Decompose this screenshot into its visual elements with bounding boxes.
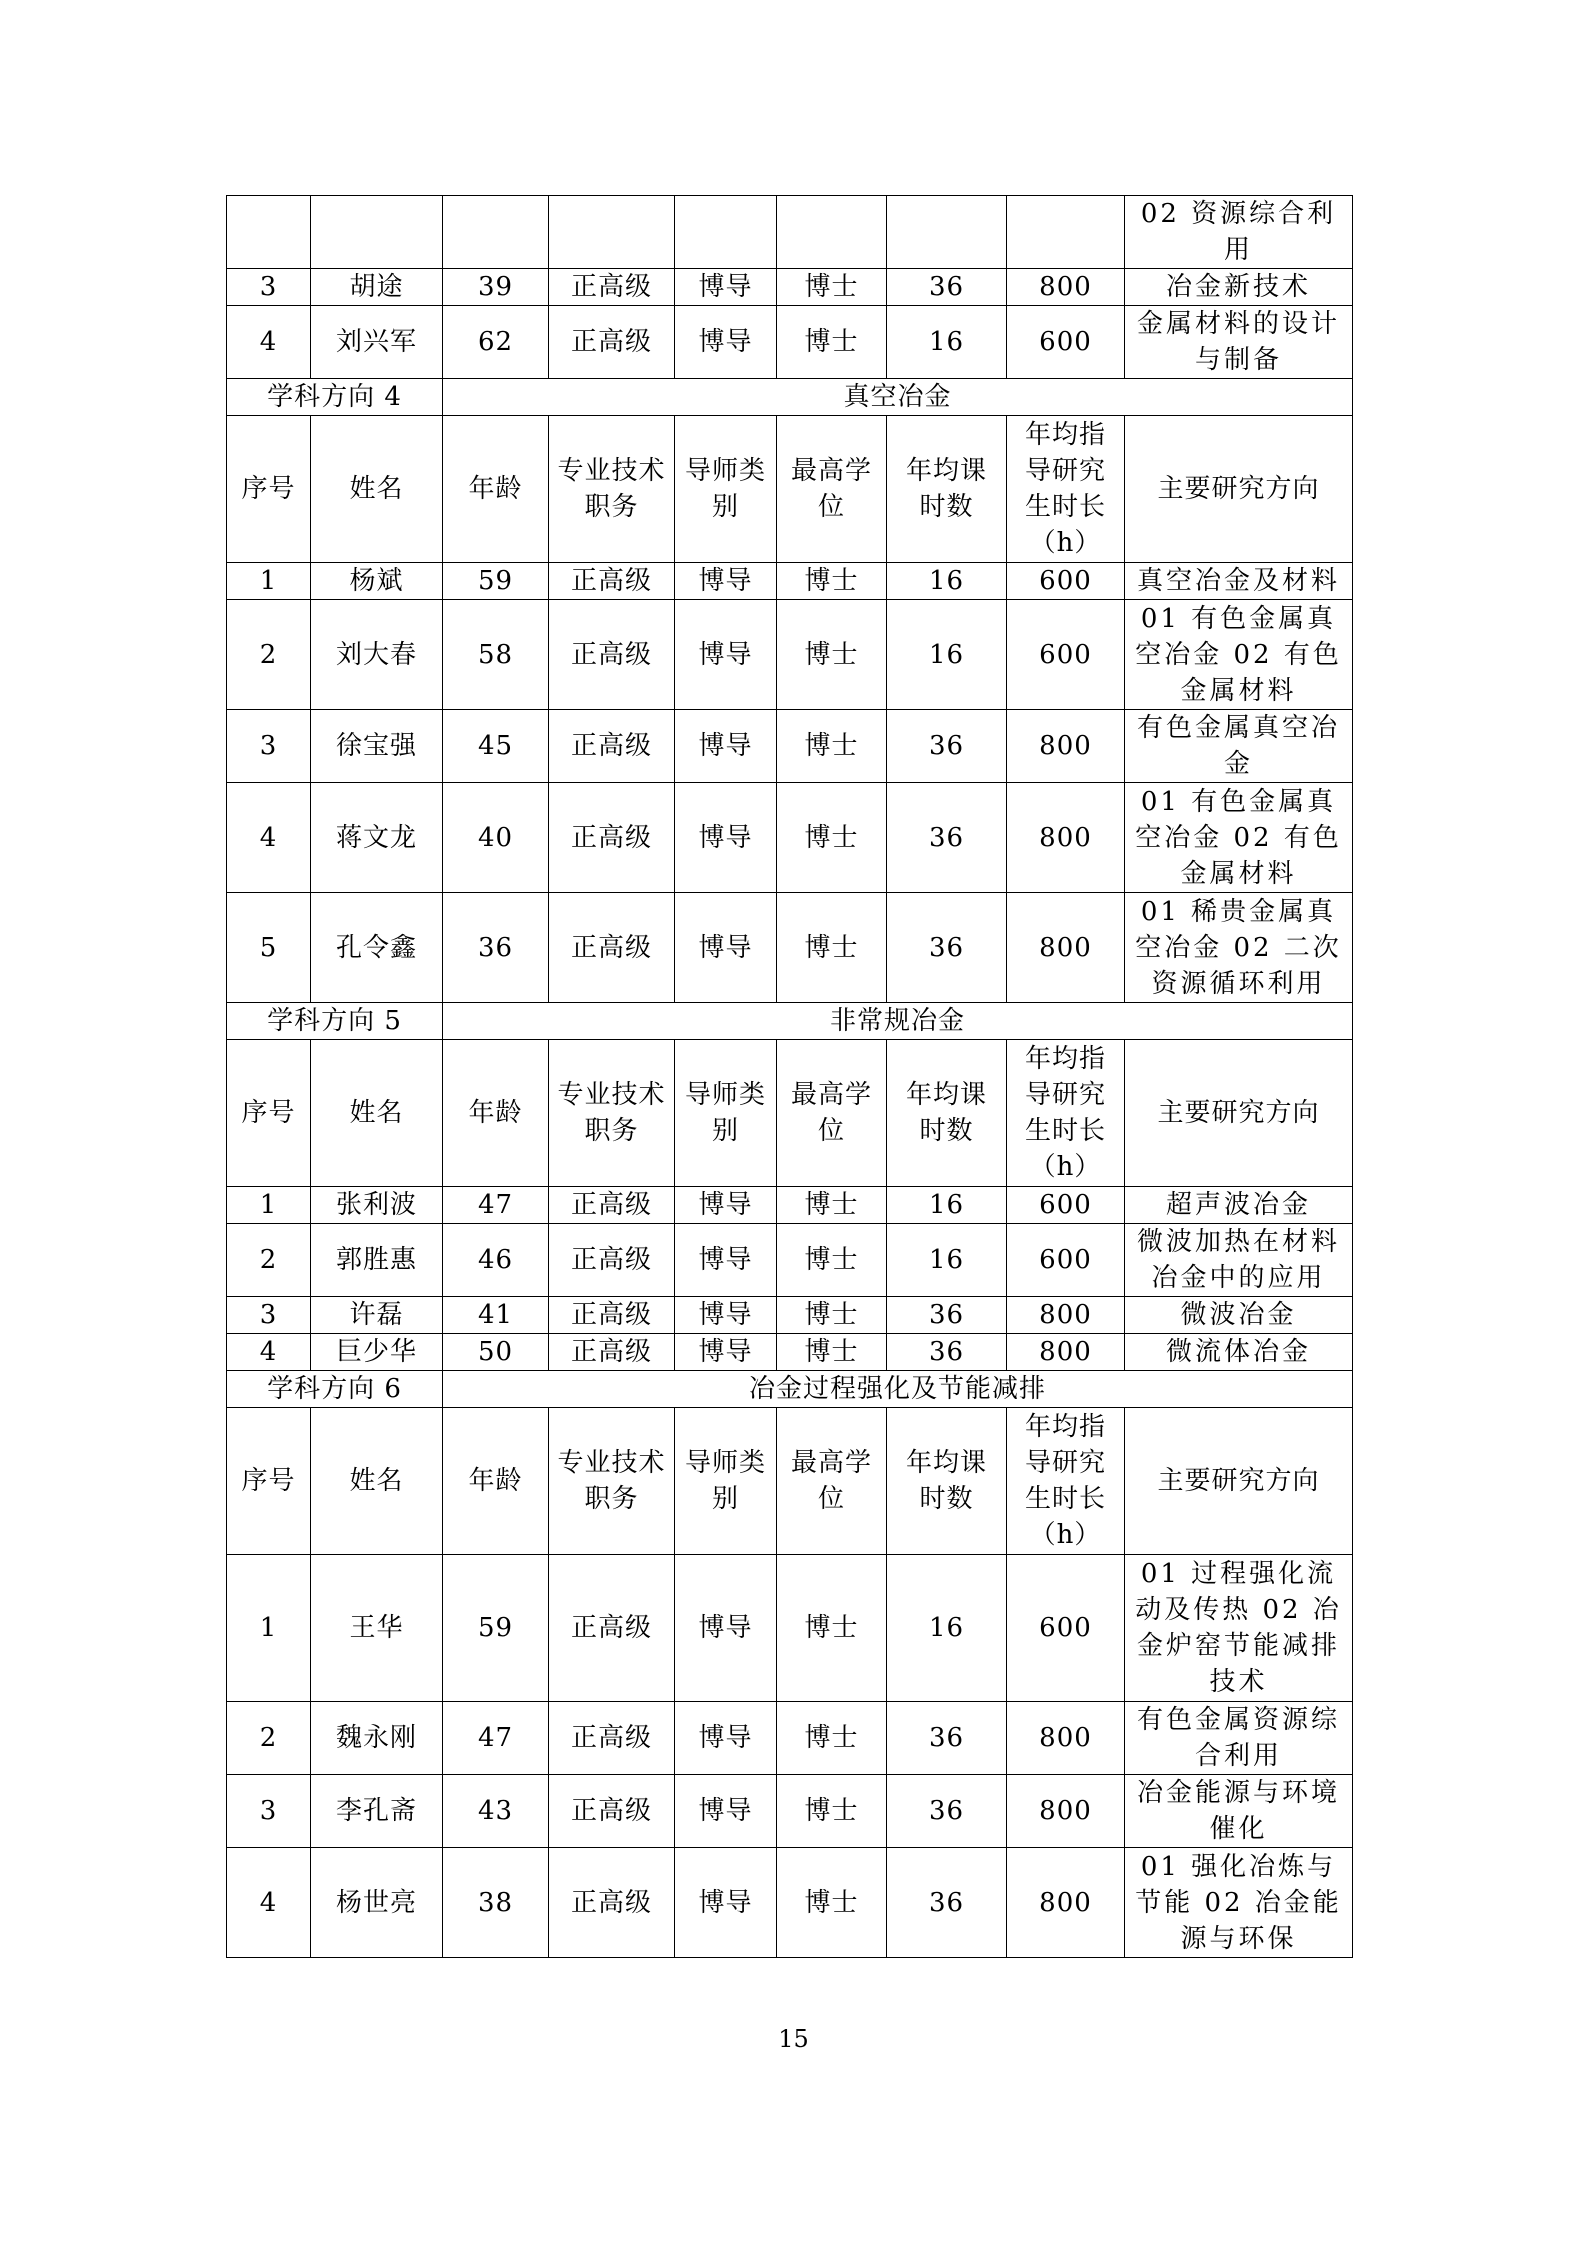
cell-no: 2 xyxy=(227,600,311,710)
cell-guide: 800 xyxy=(1007,1848,1125,1958)
header-guide: 年均指导研究生时长（h） xyxy=(1007,1040,1125,1187)
cell-age: 58 xyxy=(443,600,549,710)
header-degree: 最高学位 xyxy=(777,1040,887,1187)
cell-age: 36 xyxy=(443,893,549,1003)
cell-title: 正高级 xyxy=(549,1187,675,1224)
header-guide: 年均指导研究生时长（h） xyxy=(1007,416,1125,563)
header-guide: 年均指导研究生时长（h） xyxy=(1007,1408,1125,1555)
cell-name: 刘兴军 xyxy=(311,306,443,379)
header-direction: 主要研究方向 xyxy=(1125,416,1353,563)
cell-direction: 01 有色金属真空冶金 02 有色金属材料 xyxy=(1125,783,1353,893)
header-no: 序号 xyxy=(227,1040,311,1187)
cell-name: 蒋文龙 xyxy=(311,783,443,893)
cell-no: 4 xyxy=(227,783,311,893)
header-title: 专业技术职务 xyxy=(549,1408,675,1555)
cell-no: 3 xyxy=(227,1775,311,1848)
cell-title: 正高级 xyxy=(549,1297,675,1334)
cell-hours: 16 xyxy=(887,306,1007,379)
cell-guide: 800 xyxy=(1007,893,1125,1003)
cell-title: 正高级 xyxy=(549,1848,675,1958)
table-row xyxy=(227,196,1353,269)
cell-guide: 600 xyxy=(1007,1555,1125,1702)
page-number: 15 xyxy=(778,2025,809,2053)
header-hours: 年均课时数 xyxy=(887,1408,1007,1555)
cell-title: 正高级 xyxy=(549,306,675,379)
cell-title: 正高级 xyxy=(549,600,675,710)
cell-guide: 600 xyxy=(1007,600,1125,710)
section-header-row xyxy=(227,1003,1353,1040)
cell-name: 王华 xyxy=(311,1555,443,1702)
cell-direction: 01 过程强化流动及传热 02 冶金炉窑节能减排技术 xyxy=(1125,1555,1353,1702)
section-label: 学科方向 5 xyxy=(227,1003,443,1040)
header-title: 专业技术职务 xyxy=(549,1040,675,1187)
header-type: 导师类别 xyxy=(675,1040,777,1187)
cell-name: 杨斌 xyxy=(311,563,443,600)
cell-name: 郭胜惠 xyxy=(311,1224,443,1297)
cell-age: 38 xyxy=(443,1848,549,1958)
cell-type: 博导 xyxy=(675,1297,777,1334)
table-row xyxy=(227,783,1353,893)
cell-hours: 36 xyxy=(887,783,1007,893)
cell-degree: 博士 xyxy=(777,783,887,893)
cell-degree xyxy=(777,196,887,269)
cell-degree: 博士 xyxy=(777,306,887,379)
cell-age: 50 xyxy=(443,1334,549,1371)
header-name: 姓名 xyxy=(311,416,443,563)
cell-title: 正高级 xyxy=(549,1775,675,1848)
cell-direction: 冶金新技术 xyxy=(1125,269,1353,306)
cell-title: 正高级 xyxy=(549,783,675,893)
cell-degree: 博士 xyxy=(777,893,887,1003)
header-hours: 年均课时数 xyxy=(887,416,1007,563)
table-row xyxy=(227,1848,1353,1958)
cell-hours: 36 xyxy=(887,1702,1007,1775)
header-age: 年龄 xyxy=(443,1408,549,1555)
cell-direction: 微波冶金 xyxy=(1125,1297,1353,1334)
cell-name: 魏永刚 xyxy=(311,1702,443,1775)
cell-degree: 博士 xyxy=(777,1297,887,1334)
cell-direction: 有色金属资源综合利用 xyxy=(1125,1702,1353,1775)
header-age: 年龄 xyxy=(443,1040,549,1187)
cell-direction: 超声波冶金 xyxy=(1125,1187,1353,1224)
cell-no: 2 xyxy=(227,1702,311,1775)
header-age: 年龄 xyxy=(443,416,549,563)
cell-title xyxy=(549,196,675,269)
table-row xyxy=(227,893,1353,1003)
header-no: 序号 xyxy=(227,1408,311,1555)
cell-hours: 36 xyxy=(887,1775,1007,1848)
cell-direction: 金属材料的设计与制备 xyxy=(1125,306,1353,379)
cell-degree: 博士 xyxy=(777,563,887,600)
cell-degree: 博士 xyxy=(777,1775,887,1848)
table-row xyxy=(227,306,1353,379)
cell-name: 巨少华 xyxy=(311,1334,443,1371)
header-degree: 最高学位 xyxy=(777,416,887,563)
header-hours: 年均课时数 xyxy=(887,1040,1007,1187)
section-name: 冶金过程强化及节能减排 xyxy=(443,1371,1353,1408)
cell-guide xyxy=(1007,196,1125,269)
cell-no: 2 xyxy=(227,1224,311,1297)
cell-title: 正高级 xyxy=(549,269,675,306)
section-header-row xyxy=(227,379,1353,416)
cell-type: 博导 xyxy=(675,893,777,1003)
cell-no: 4 xyxy=(227,306,311,379)
cell-title: 正高级 xyxy=(549,1702,675,1775)
cell-guide: 800 xyxy=(1007,1702,1125,1775)
header-direction: 主要研究方向 xyxy=(1125,1040,1353,1187)
cell-age: 46 xyxy=(443,1224,549,1297)
cell-title: 正高级 xyxy=(549,1555,675,1702)
cell-hours: 36 xyxy=(887,710,1007,783)
cell-no: 1 xyxy=(227,1555,311,1702)
table-row xyxy=(227,1224,1353,1297)
header-type: 导师类别 xyxy=(675,416,777,563)
cell-direction: 微流体冶金 xyxy=(1125,1334,1353,1371)
section-label: 学科方向 6 xyxy=(227,1371,443,1408)
cell-hours: 16 xyxy=(887,1224,1007,1297)
table-row xyxy=(227,1775,1353,1848)
cell-direction: 冶金能源与环境催化 xyxy=(1125,1775,1353,1848)
cell-type: 博导 xyxy=(675,1555,777,1702)
cell-title: 正高级 xyxy=(549,1224,675,1297)
cell-age: 45 xyxy=(443,710,549,783)
column-header-row xyxy=(227,1408,1353,1555)
cell-hours: 16 xyxy=(887,563,1007,600)
cell-direction: 真空冶金及材料 xyxy=(1125,563,1353,600)
column-header-row xyxy=(227,416,1353,563)
cell-direction: 01 有色金属真空冶金 02 有色金属材料 xyxy=(1125,600,1353,710)
section-name: 非常规冶金 xyxy=(443,1003,1353,1040)
cell-type: 博导 xyxy=(675,563,777,600)
cell-hours: 16 xyxy=(887,600,1007,710)
cell-age: 47 xyxy=(443,1187,549,1224)
cell-direction: 02 资源综合利用 xyxy=(1125,196,1353,269)
header-title: 专业技术职务 xyxy=(549,416,675,563)
cell-age: 47 xyxy=(443,1702,549,1775)
cell-age: 39 xyxy=(443,269,549,306)
cell-name: 胡途 xyxy=(311,269,443,306)
table-row xyxy=(227,1555,1353,1702)
cell-age: 40 xyxy=(443,783,549,893)
cell-no: 3 xyxy=(227,269,311,306)
cell-degree: 博士 xyxy=(777,1224,887,1297)
header-no: 序号 xyxy=(227,416,311,563)
cell-age xyxy=(443,196,549,269)
cell-type: 博导 xyxy=(675,269,777,306)
cell-age: 43 xyxy=(443,1775,549,1848)
section-name: 真空冶金 xyxy=(443,379,1353,416)
cell-name: 刘大春 xyxy=(311,600,443,710)
cell-type: 博导 xyxy=(675,1702,777,1775)
cell-direction: 01 强化冶炼与节能 02 冶金能源与环保 xyxy=(1125,1848,1353,1958)
cell-type: 博导 xyxy=(675,600,777,710)
cell-hours: 16 xyxy=(887,1187,1007,1224)
table-row xyxy=(227,1297,1353,1334)
cell-type: 博导 xyxy=(675,1224,777,1297)
cell-no: 1 xyxy=(227,563,311,600)
cell-age: 62 xyxy=(443,306,549,379)
cell-guide: 600 xyxy=(1007,306,1125,379)
cell-no: 3 xyxy=(227,710,311,783)
cell-age: 59 xyxy=(443,1555,549,1702)
cell-guide: 600 xyxy=(1007,1224,1125,1297)
cell-guide: 800 xyxy=(1007,269,1125,306)
table-row xyxy=(227,563,1353,600)
cell-degree: 博士 xyxy=(777,710,887,783)
cell-name: 许磊 xyxy=(311,1297,443,1334)
section-label: 学科方向 4 xyxy=(227,379,443,416)
cell-degree: 博士 xyxy=(777,1555,887,1702)
cell-degree: 博士 xyxy=(777,1187,887,1224)
cell-guide: 800 xyxy=(1007,1334,1125,1371)
cell-type: 博导 xyxy=(675,1334,777,1371)
cell-type: 博导 xyxy=(675,1848,777,1958)
table-row xyxy=(227,269,1353,306)
cell-degree: 博士 xyxy=(777,1334,887,1371)
cell-type: 博导 xyxy=(675,1775,777,1848)
cell-degree: 博士 xyxy=(777,269,887,306)
cell-guide: 600 xyxy=(1007,1187,1125,1224)
cell-title: 正高级 xyxy=(549,1334,675,1371)
cell-guide: 800 xyxy=(1007,710,1125,783)
cell-no: 4 xyxy=(227,1334,311,1371)
cell-name: 杨世亮 xyxy=(311,1848,443,1958)
cell-guide: 600 xyxy=(1007,563,1125,600)
cell-name: 徐宝强 xyxy=(311,710,443,783)
header-direction: 主要研究方向 xyxy=(1125,1408,1353,1555)
cell-type: 博导 xyxy=(675,1187,777,1224)
cell-direction: 01 稀贵金属真空冶金 02 二次资源循环利用 xyxy=(1125,893,1353,1003)
cell-direction: 微波加热在材料冶金中的应用 xyxy=(1125,1224,1353,1297)
cell-hours: 36 xyxy=(887,1334,1007,1371)
cell-no: 5 xyxy=(227,893,311,1003)
cell-no: 4 xyxy=(227,1848,311,1958)
cell-age: 41 xyxy=(443,1297,549,1334)
header-degree: 最高学位 xyxy=(777,1408,887,1555)
cell-guide: 800 xyxy=(1007,1775,1125,1848)
table-row xyxy=(227,1187,1353,1224)
cell-name: 孔令鑫 xyxy=(311,893,443,1003)
cell-hours: 16 xyxy=(887,1555,1007,1702)
cell-name: 李孔斋 xyxy=(311,1775,443,1848)
cell-name: 张利波 xyxy=(311,1187,443,1224)
cell-no: 1 xyxy=(227,1187,311,1224)
cell-title: 正高级 xyxy=(549,563,675,600)
cell-type: 博导 xyxy=(675,710,777,783)
cell-no xyxy=(227,196,311,269)
header-name: 姓名 xyxy=(311,1408,443,1555)
header-type: 导师类别 xyxy=(675,1408,777,1555)
table-row xyxy=(227,1334,1353,1371)
cell-direction: 有色金属真空冶金 xyxy=(1125,710,1353,783)
cell-hours: 36 xyxy=(887,893,1007,1003)
cell-degree: 博士 xyxy=(777,600,887,710)
cell-type xyxy=(675,196,777,269)
cell-hours: 36 xyxy=(887,1297,1007,1334)
cell-no: 3 xyxy=(227,1297,311,1334)
header-name: 姓名 xyxy=(311,1040,443,1187)
cell-age: 59 xyxy=(443,563,549,600)
section-header-row xyxy=(227,1371,1353,1408)
cell-guide: 800 xyxy=(1007,783,1125,893)
column-header-row xyxy=(227,1040,1353,1187)
cell-degree: 博士 xyxy=(777,1848,887,1958)
cell-title: 正高级 xyxy=(549,893,675,1003)
cell-degree: 博士 xyxy=(777,1702,887,1775)
cell-type: 博导 xyxy=(675,306,777,379)
cell-type: 博导 xyxy=(675,783,777,893)
cell-title: 正高级 xyxy=(549,710,675,783)
faculty-table xyxy=(226,195,1353,1958)
table-row xyxy=(227,1702,1353,1775)
cell-hours xyxy=(887,196,1007,269)
table-row xyxy=(227,710,1353,783)
cell-hours: 36 xyxy=(887,269,1007,306)
table-row xyxy=(227,600,1353,710)
cell-guide: 800 xyxy=(1007,1297,1125,1334)
cell-hours: 36 xyxy=(887,1848,1007,1958)
cell-name xyxy=(311,196,443,269)
